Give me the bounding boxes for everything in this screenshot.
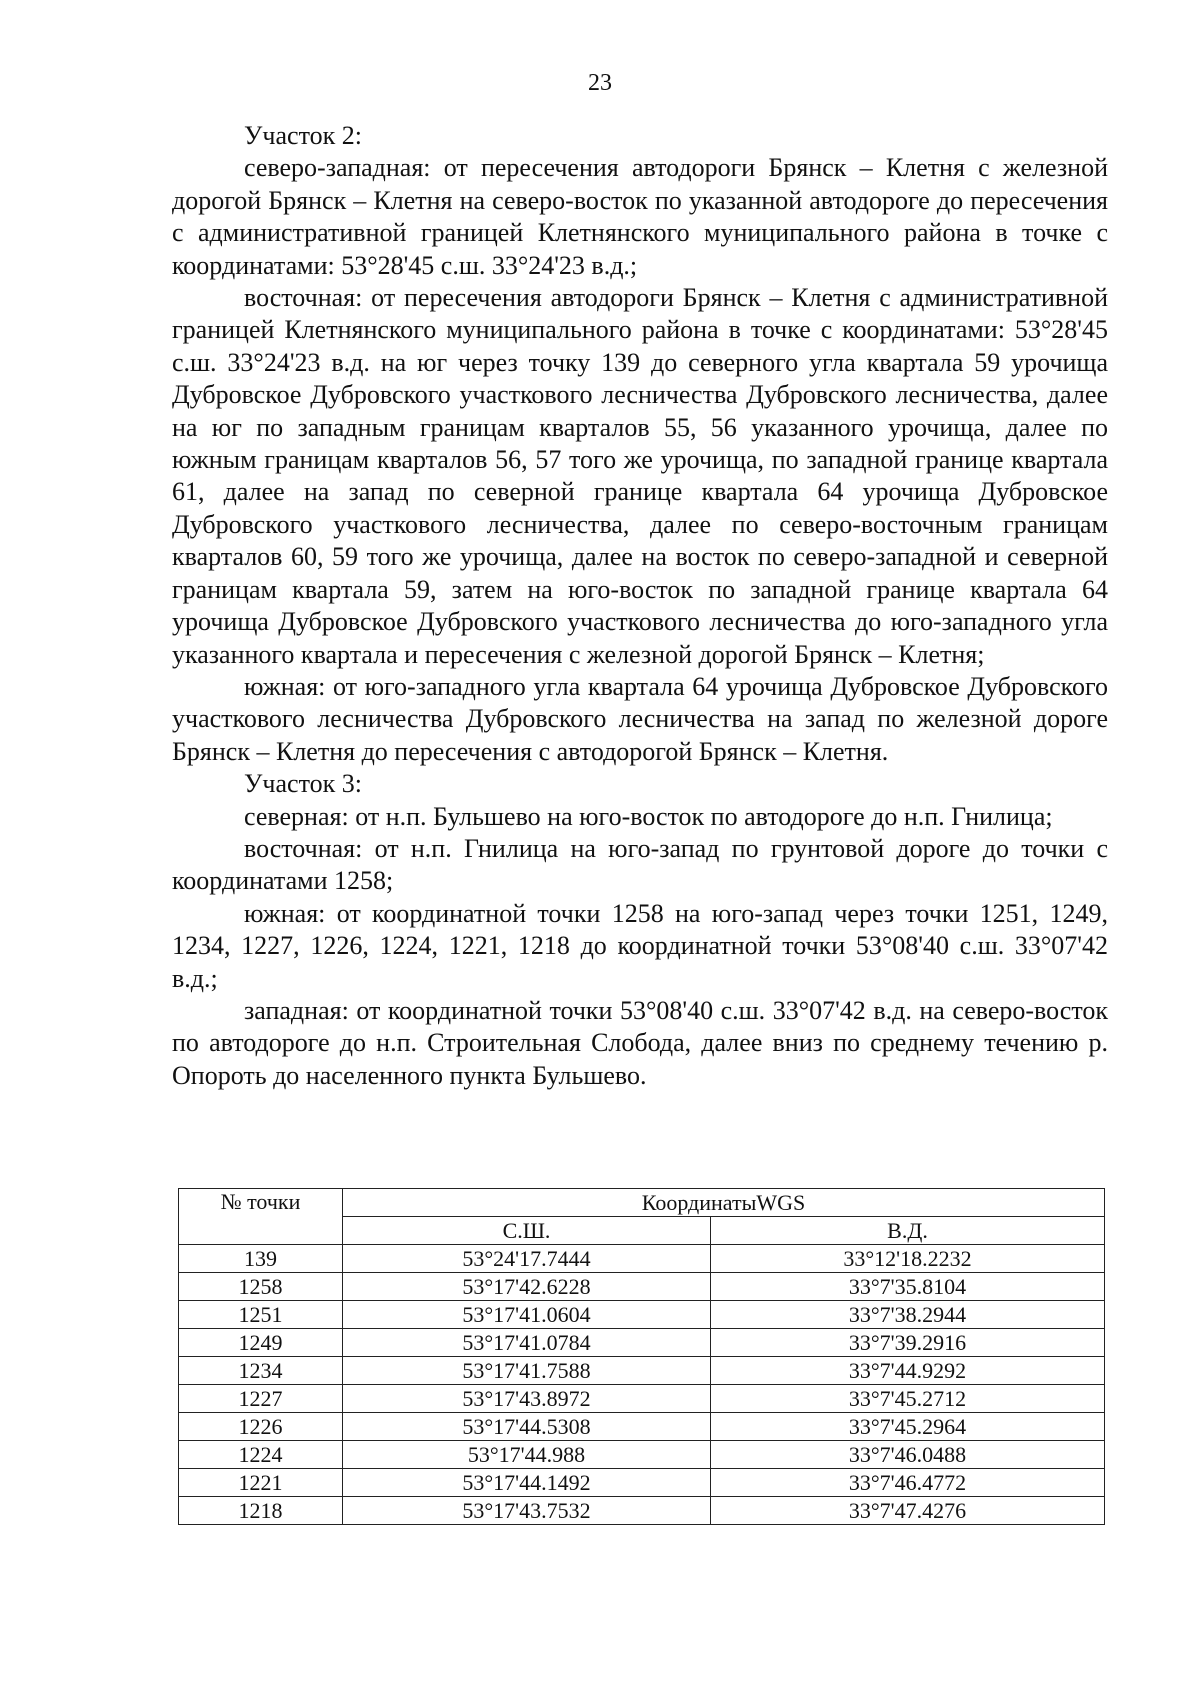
header-latitude: С.Ш. [343, 1217, 711, 1245]
point-number-cell: 1226 [179, 1413, 343, 1441]
point-number-cell: 1249 [179, 1329, 343, 1357]
paragraph-plot-3-north: северная: от н.п. Бульшево на юго-восток по автодороге до н.п. Гнилица; [244, 801, 1053, 831]
point-number-cell: 139 [179, 1245, 343, 1273]
header-longitude: В.Д. [711, 1217, 1105, 1245]
longitude-cell: 33°7'35.8104 [711, 1273, 1105, 1301]
paragraph-plot-2-east: восточная: от пересечения автодороги Брянск – Клетня с административной границей Клетнянского муниципального района в точке с координатами: 53°28'45 с.ш. 33°24'23 в.д. на юг через точку 139 до северного угла квартала 59 урочища Дубровское Дубровского участкового лесничества Дубровского лесничества, далее на юг по западным границам кварталов 55, 56 указанного урочища, далее по южным границам кварталов 56, 57 того же урочища, по западной границе квартала 61, далее на запад по северной границе квартала 64 урочища Дубровское Дубровского участкового лесничества, далее по северо-восточным границам кварталов 60, 59 того же урочища, далее на восток по северо-западной и северной границам квартала 59, затем на юго-восток по западной границе квартала 64 урочища Дубровское Дубровского участкового лесничества до юго-западного угла указанного квартала и пересечения с железной дорогой Брянск – Клетня; [172, 283, 1108, 669]
paragraph-plot-2-northwest: северо-западная: от пересечения автодороги Брянск – Клетня с железной дорогой Брянск – Клетня на северо-восток по указанной автодороге до пересечения с административной границей Клетнянского муниципального района в точке с координатами: 53°28'45 с.ш. 33°24'23 в.д.; [172, 153, 1108, 280]
table-row [179, 1441, 1105, 1469]
table-row [179, 1413, 1105, 1441]
body-text [172, 120, 1108, 1092]
latitude-cell: 53°17'42.6228 [343, 1273, 711, 1301]
latitude-cell: 53°17'44.1492 [343, 1469, 711, 1497]
latitude-cell: 53°17'44.988 [343, 1441, 711, 1469]
longitude-cell: 33°7'46.0488 [711, 1441, 1105, 1469]
latitude-cell: 53°17'43.8972 [343, 1385, 711, 1413]
point-number-cell: 1224 [179, 1441, 343, 1469]
longitude-cell: 33°7'44.9292 [711, 1357, 1105, 1385]
table-header-row [179, 1189, 1105, 1217]
latitude-cell: 53°17'41.0604 [343, 1301, 711, 1329]
latitude-cell: 53°17'44.5308 [343, 1413, 711, 1441]
latitude-cell: 53°17'43.7532 [343, 1497, 711, 1525]
latitude-cell: 53°24'17.7444 [343, 1245, 711, 1273]
paragraph-plot-2-south: южная: от юго-западного угла квартала 64 урочища Дубровское Дубровского участкового лесничества Дубровского лесничества на запад по железной дороге Брянск – Клетня до пересечения с автодорогой Брянск – Клетня. [172, 671, 1108, 766]
longitude-cell: 33°7'45.2964 [711, 1413, 1105, 1441]
table-row [179, 1385, 1105, 1413]
longitude-cell: 33°7'39.2916 [711, 1329, 1105, 1357]
point-number-cell: 1258 [179, 1273, 343, 1301]
longitude-cell: 33°7'38.2944 [711, 1301, 1105, 1329]
table-row [179, 1245, 1105, 1273]
longitude-cell: 33°7'46.4772 [711, 1469, 1105, 1497]
page-number: 23 [588, 70, 612, 96]
paragraph-plot-3-south: южная: от координатной точки 1258 на юго-запад через точки 1251, 1249, 1234, 1227, 1226, 1224, 1221, 1218 до координатной точки 53°08'40 с.ш. 33°07'42 в.д.; [172, 898, 1108, 993]
latitude-cell: 53°17'41.7588 [343, 1357, 711, 1385]
paragraph-plot-3-west: западная: от координатной точки 53°08'40 с.ш. 33°07'42 в.д. на северо-восток по автодороге до н.п. Строительная Слобода, далее вниз по среднему течению р. Опороть до населенного пункта Бульшево. [172, 995, 1108, 1090]
paragraph-plot-3-east: восточная: от н.п. Гнилица на юго-запад по грунтовой дороге до точки с координатами 1258; [172, 833, 1108, 896]
header-coordinates: КоординатыWGS [343, 1189, 1105, 1217]
table-row [179, 1273, 1105, 1301]
table-body [179, 1245, 1105, 1525]
section-heading-plot-3: Участок 3: [244, 769, 362, 799]
coordinates-table [178, 1188, 1105, 1525]
longitude-cell: 33°12'18.2232 [711, 1245, 1105, 1273]
point-number-cell: 1234 [179, 1357, 343, 1385]
point-number-cell: 1218 [179, 1497, 343, 1525]
latitude-cell: 53°17'41.0784 [343, 1329, 711, 1357]
longitude-cell: 33°7'47.4276 [711, 1497, 1105, 1525]
header-point-number: № точки [179, 1189, 343, 1245]
table-row [179, 1497, 1105, 1525]
point-number-cell: 1251 [179, 1301, 343, 1329]
section-heading-plot-2: Участок 2: [244, 121, 362, 150]
table-row [179, 1329, 1105, 1357]
table-row [179, 1469, 1105, 1497]
table-row [179, 1301, 1105, 1329]
longitude-cell: 33°7'45.2712 [711, 1385, 1105, 1413]
point-number-cell: 1221 [179, 1469, 343, 1497]
point-number-cell: 1227 [179, 1385, 343, 1413]
table-row [179, 1357, 1105, 1385]
